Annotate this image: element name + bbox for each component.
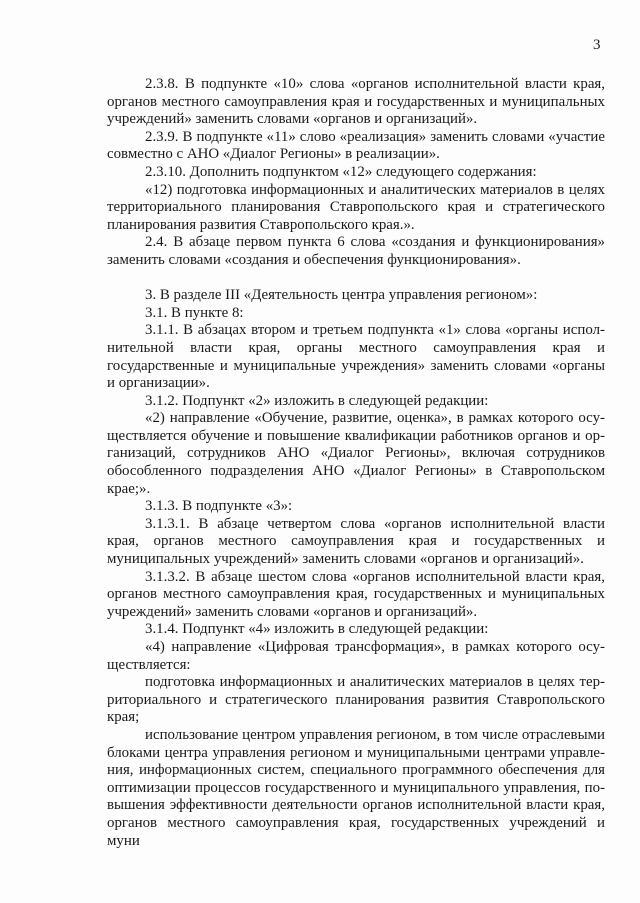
paragraph-3-1-2: 3.1.2. Подпункт «2» изложить в следующей редакции: [145,392,489,409]
paragraph-3-1-1: 3.1.1. В абзацах втором и третьем подпункта «1» слова «органы исполнительной власти края, органы местного самоуправления края и государственные и муниципальные учреждения» заменить словами «органы и организации». [107,322,605,392]
paragraph-3-1: 3.1. В пункте 8: [145,304,244,321]
paragraph-2-3-9: 2.3.9. В подпункте «11» слово «реализация» заменить словами «участие совместно с АНО «Диалог Регионы» в реализации». [107,128,605,163]
paragraph-3-1-3: 3.1.3. В подпункте «3»: [145,498,293,515]
paragraph-3-1-4: 3.1.4. Подпункт «4» изложить в следующей редакции: [145,621,489,638]
document-body [107,76,605,850]
paragraph-systems-usage: использование центром управления регионом, в том числе отраслевыми блоками центра управления регионом и муниципальными центрами управления, информационных систем, специального программного обеспечения для оптимизации процессов государственного и муниципального управления, повышения эффективности деятельности органов исполнительной власти края, органов местного самоуправления края, государственных учреждений и муни [107,726,605,849]
paragraph-subpoint-2: «2) направление «Обучение, развитие, оценка», в рамках которого осуществляется обучение и повышение квалификации работников органов и организаций, сотрудников АНО «Диалог Регионы», включая сотрудников обособленного подразделения АНО «Диалог Регионы» в Ставропольском крае;». [107,410,605,497]
paragraph-2-4: 2.4. В абзаце первом пункта 6 слова «создания и функционирования» заменить словами «создания и обеспечения функционирования». [107,234,605,268]
paragraph-3-1-3-1: 3.1.3.1. В абзаце четвертом слова «органов исполнительной власти края, органов местного самоуправления края и государственных и муниципальных учреждений» заменить словами «органов и организаций». [107,515,605,568]
paragraph-2-3-8: 2.3.8. В подпункте «10» слова «органов исполнительной власти края, органов местного самоуправления края и государственных и муниципальных учреждений» заменить словами «органов и организаций». [107,76,605,128]
paragraph-subpoint-12: «12) подготовка информационных и аналитических материалов в целях территориального планирования Ставропольского края и стратегического планирования развития Ставропольского края.». [107,181,605,233]
paragraph-2-3-10: 2.3.10. Дополнить подпунктом «12» следующего содержания: [145,163,537,180]
paragraph-analytics: подготовка информационных и аналитических материалов в целях территориального и стратегического планирования развития Ставропольского края; [107,674,605,726]
paragraph-3-1-3-2: 3.1.3.2. В абзаце шестом слова «органов исполнительной власти края, органов местного самоуправления края, государственных и муниципальных учреждений» заменить словами «органов и организаций». [107,568,605,620]
page-number: 3 [593,37,601,53]
paragraph-section-3: 3. В разделе III «Деятельность центра управления регионом»: [145,287,538,304]
paragraph-subpoint-4: «4) направление «Цифровая трансформация», в рамках которого осуществляется: [107,639,605,673]
